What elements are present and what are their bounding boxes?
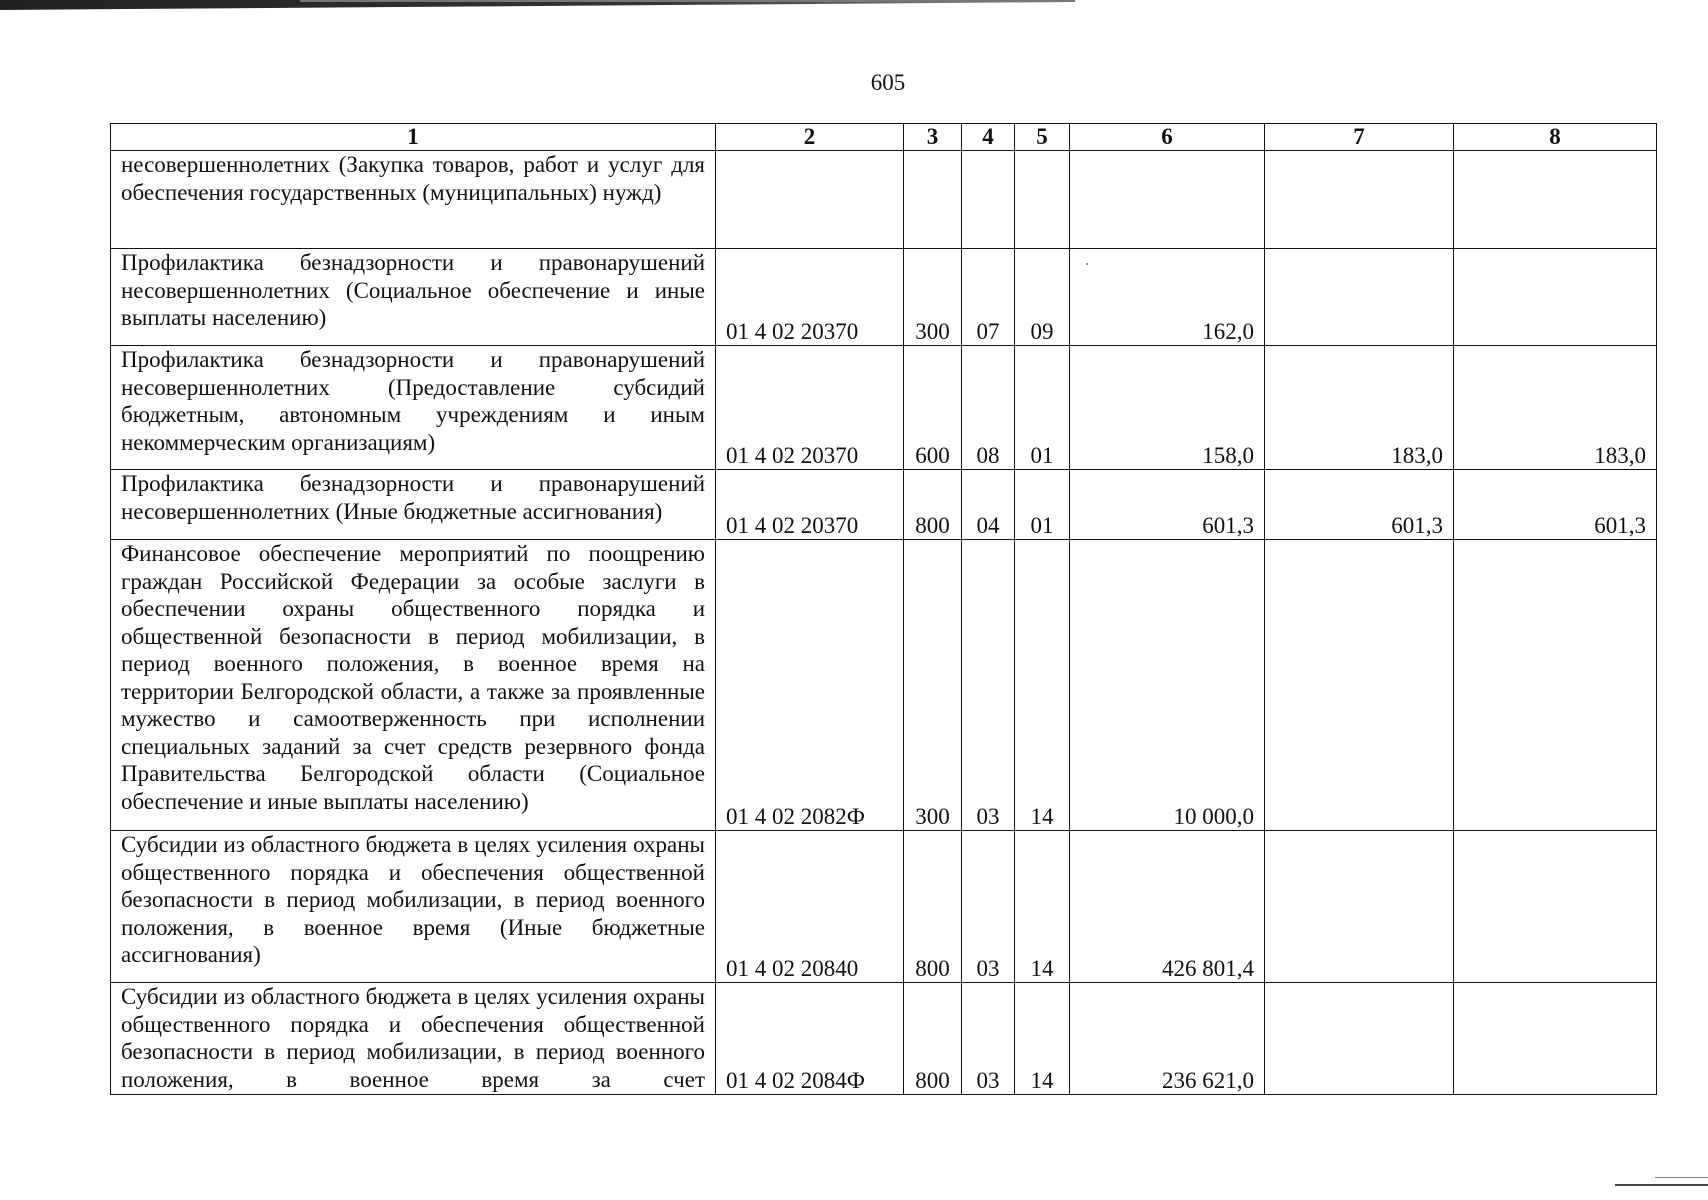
row-code: 01 4 02 20370 bbox=[716, 346, 904, 470]
row-code: 01 4 02 20840 bbox=[716, 831, 904, 983]
row-value-8 bbox=[1454, 983, 1657, 1095]
row-value-8: 183,0 bbox=[1454, 346, 1657, 470]
table-row bbox=[111, 470, 1657, 540]
table-row bbox=[111, 249, 1657, 346]
row-value-7 bbox=[1265, 540, 1454, 831]
row-value-7 bbox=[1265, 983, 1454, 1095]
row-rz: 04 bbox=[962, 470, 1015, 540]
budget-table bbox=[110, 123, 1657, 1095]
table-row bbox=[111, 151, 1657, 249]
table-row bbox=[111, 983, 1657, 1095]
row-code: 01 4 02 2082Ф bbox=[716, 540, 904, 831]
row-pr: 14 bbox=[1015, 540, 1070, 831]
row-rz: 03 bbox=[962, 540, 1015, 831]
scan-edge-top-thin bbox=[300, 0, 1075, 2]
col-header-6: 6 bbox=[1070, 124, 1265, 151]
row-code: 01 4 02 20370 bbox=[716, 470, 904, 540]
row-value-7: 601,3 bbox=[1265, 470, 1454, 540]
col-header-3: 3 bbox=[904, 124, 962, 151]
row-rz: 03 bbox=[962, 983, 1015, 1095]
row-pr: 01 bbox=[1015, 346, 1070, 470]
row-rz: 07 bbox=[962, 249, 1015, 346]
row-vr: 800 bbox=[904, 983, 962, 1095]
scan-edge-bottom bbox=[1615, 1184, 1708, 1186]
row-vr bbox=[904, 151, 962, 249]
col-header-1: 1 bbox=[111, 124, 716, 151]
row-pr: 14 bbox=[1015, 831, 1070, 983]
row-value-6: 236 621,0 bbox=[1070, 983, 1265, 1095]
row-pr: 14 bbox=[1015, 983, 1070, 1095]
row-rz: 03 bbox=[962, 831, 1015, 983]
row-value-6: 426 801,4 bbox=[1070, 831, 1265, 983]
row-rz: 08 bbox=[962, 346, 1015, 470]
row-value-7: 183,0 bbox=[1265, 346, 1454, 470]
row-code bbox=[716, 151, 904, 249]
row-name: Профилактика безнадзорности и правонарушений несовершеннолетних (Иные бюджетные ассигнования) bbox=[111, 470, 716, 540]
row-name: несовершеннолетних (Закупка товаров, работ и услуг для обеспечения государственных (муниципальных) нужд) bbox=[111, 151, 716, 249]
row-code: 01 4 02 2084Ф bbox=[716, 983, 904, 1095]
row-pr: 09 bbox=[1015, 249, 1070, 346]
row-vr: 600 bbox=[904, 346, 962, 470]
row-pr bbox=[1015, 151, 1070, 249]
row-value-6: 10 000,0 bbox=[1070, 540, 1265, 831]
row-value-6: 158,0 bbox=[1070, 346, 1265, 470]
row-value-7 bbox=[1265, 831, 1454, 983]
row-name: Субсидии из областного бюджета в целях усиления охраны общественного порядка и обеспечения общественной безопасности в период мобилизации, в период военного положения, в военное время за счет bbox=[111, 983, 716, 1095]
header-row bbox=[111, 124, 1657, 151]
row-value-8 bbox=[1454, 540, 1657, 831]
row-vr: 300 bbox=[904, 249, 962, 346]
col-header-8: 8 bbox=[1454, 124, 1657, 151]
row-vr: 800 bbox=[904, 831, 962, 983]
scan-edge-bottom-2 bbox=[1655, 1177, 1708, 1178]
row-value-8 bbox=[1454, 831, 1657, 983]
col-header-2: 2 bbox=[716, 124, 904, 151]
row-vr: 800 bbox=[904, 470, 962, 540]
row-value-8: 601,3 bbox=[1454, 470, 1657, 540]
row-name: Финансовое обеспечение мероприятий по поощрению граждан Российской Федерации за особые заслуги в обеспечении охраны общественного порядка и общественной безопасности в период мобилизации, в период военного положения, в военное время на территории Белгородской области, а также за проявленные мужество и самоотверженность при исполнении специальных заданий за счет средств резервного фонда Правительства Белгородской области (Социальное обеспечение и иные выплаты населению) bbox=[111, 540, 716, 831]
page-number: 605 bbox=[870, 70, 906, 95]
row-value-6: 162,0 bbox=[1070, 249, 1265, 346]
row-name: Профилактика безнадзорности и правонарушений несовершеннолетних (Социальное обеспечение и иные выплаты населению) bbox=[111, 249, 716, 346]
table-row bbox=[111, 346, 1657, 470]
table-row bbox=[111, 540, 1657, 831]
row-vr: 300 bbox=[904, 540, 962, 831]
col-header-4: 4 bbox=[962, 124, 1015, 151]
row-pr: 01 bbox=[1015, 470, 1070, 540]
row-value-8 bbox=[1454, 249, 1657, 346]
table-row bbox=[111, 831, 1657, 983]
row-value-7 bbox=[1265, 249, 1454, 346]
row-code: 01 4 02 20370 bbox=[716, 249, 904, 346]
col-header-5: 5 bbox=[1015, 124, 1070, 151]
row-value-7 bbox=[1265, 151, 1454, 249]
row-name: Субсидии из областного бюджета в целях усиления охраны общественного порядка и обеспечения общественной безопасности в период мобилизации, в период военного положения, в военное время (Иные бюджетные ассигнования) bbox=[111, 831, 716, 983]
row-value-6 bbox=[1070, 151, 1265, 249]
row-rz bbox=[962, 151, 1015, 249]
row-name: Профилактика безнадзорности и правонарушений несовершеннолетних (Предоставление субсидий бюджетным, автономным учреждениям и иным некоммерческим организациям) bbox=[111, 346, 716, 470]
col-header-7: 7 bbox=[1265, 124, 1454, 151]
row-value-6: 601,3 bbox=[1070, 470, 1265, 540]
row-value-8 bbox=[1454, 151, 1657, 249]
